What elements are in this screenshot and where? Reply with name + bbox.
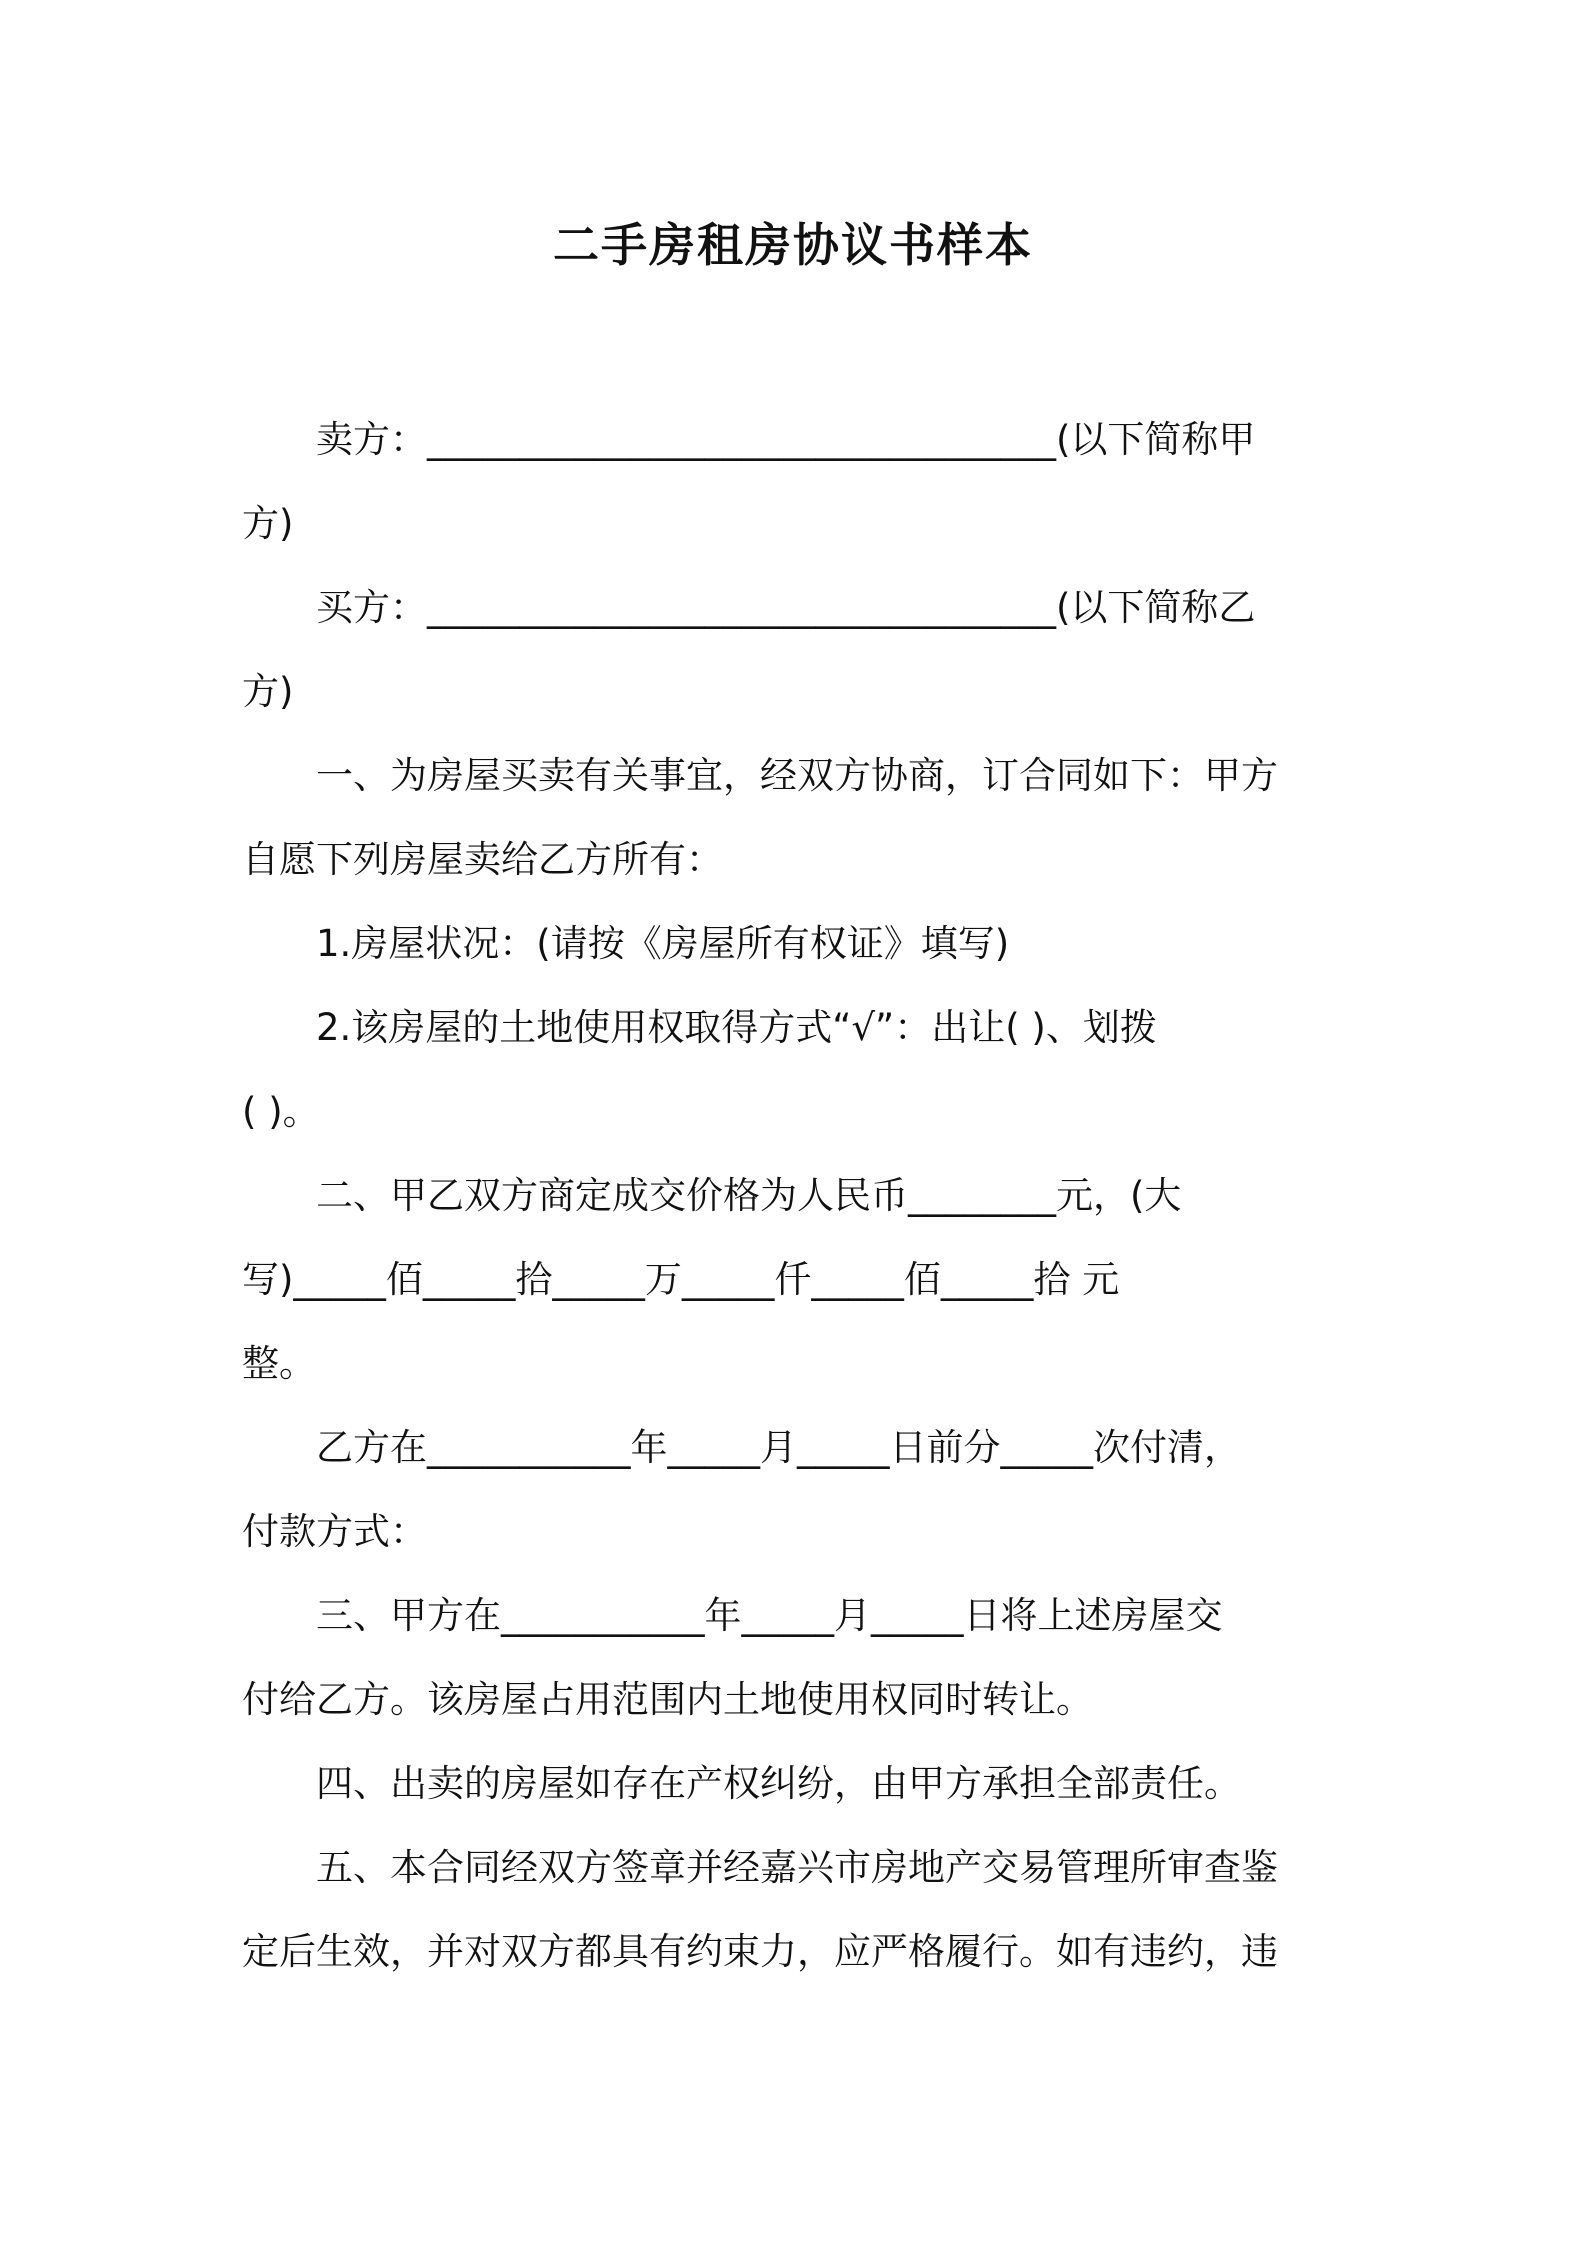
clause-1-item-2-cont: ( )。	[242, 1090, 320, 1133]
document-title: 二手房租房协议书样本	[553, 218, 1033, 272]
seller-line: 卖方：__________________________________(以下简称甲	[316, 418, 1256, 461]
clause-1-item-2: 2.该房屋的土地使用权取得方式“√”：出让( )、划拨	[316, 1006, 1157, 1049]
clause-5-line: 五、本合同经双方签章并经嘉兴市房地产交易管理所审查鉴	[316, 1846, 1278, 1889]
seller-line-cont: 方)	[242, 502, 294, 545]
document-body	[242, 398, 1354, 1994]
clause-1-item-1: 1.房屋状况：(请按《房屋所有权证》填写)	[316, 922, 1010, 965]
clause-3-line: 三、甲方在___________年_____月_____日将上述房屋交	[316, 1594, 1223, 1637]
payment-line: 乙方在___________年_____月_____日前分_____次付清，	[316, 1426, 1241, 1469]
clause-5-line-cont: 定后生效，并对双方都具有约束力，应严格履行。如有违约，违	[242, 1930, 1278, 1973]
clause-2-line-end: 整。	[242, 1342, 316, 1385]
clause-4-line: 四、出卖的房屋如存在产权纠纷，由甲方承担全部责任。	[316, 1762, 1241, 1805]
clause-1-line: 一、为房屋买卖有关事宜，经双方协商，订合同如下：甲方	[316, 754, 1278, 797]
clause-2-line-cont: 写)_____佰_____拾_____万_____仟_____佰_____拾 元	[242, 1258, 1120, 1301]
clause-1-line-cont: 自愿下列房屋卖给乙方所有：	[242, 838, 723, 881]
payment-method-line: 付款方式：	[242, 1510, 427, 1553]
buyer-line: 买方：__________________________________(以下简称乙	[316, 586, 1256, 629]
buyer-line-cont: 方)	[242, 670, 294, 713]
clause-2-line: 二、甲乙双方商定成交价格为人民币________元，(大	[316, 1174, 1182, 1217]
clause-3-line-cont: 付给乙方。该房屋占用范围内土地使用权同时转让。	[242, 1678, 1093, 1721]
